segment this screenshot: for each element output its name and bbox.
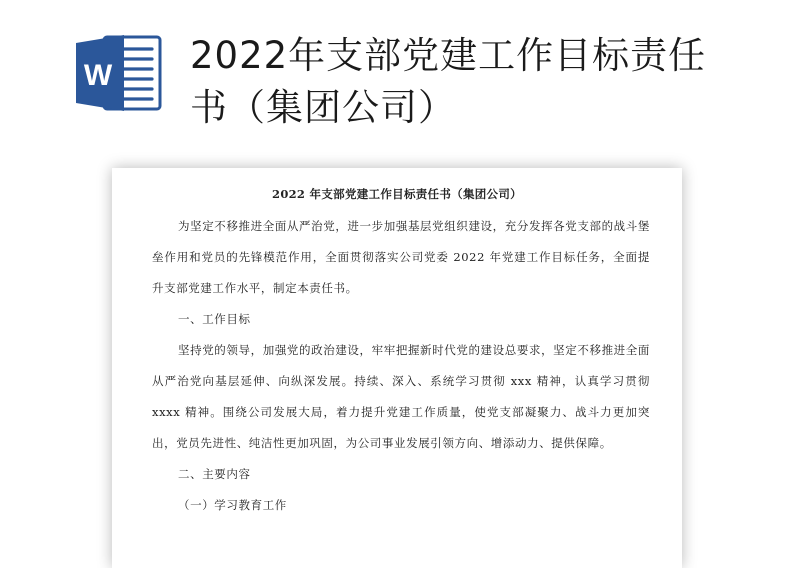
word-doc-icon	[74, 33, 164, 113]
logo-letter: W	[83, 59, 113, 92]
intro-paragraph: 为坚定不移推进全面从严治党，进一步加强基层党组织建设，充分发挥各党支部的战斗堡垒作用和党员的先锋模范作用，全面贯彻落实公司党委 2022 年党建工作目标任务，全面提升支部党建工作水平，制定本责任书。	[152, 219, 650, 295]
section-heading-content: 二、主要内容	[178, 467, 251, 481]
page-title: 2022年支部党建工作目标责任书（集团公司）	[190, 34, 707, 129]
section-heading-goals: 一、工作目标	[178, 312, 251, 326]
document-heading: 2022 年支部党建工作目标责任书（集团公司）	[272, 187, 522, 201]
header	[0, 0, 800, 160]
subsection-heading-study: （一）学习教育工作	[178, 498, 287, 512]
document-page	[112, 168, 682, 568]
goals-paragraph: 坚持党的领导，加强党的政治建设，牢牢把握新时代党的建设总要求，坚定不移推进全面从严治党向基层延伸、向纵深发展。持续、深入、系统学习贯彻 xxx 精神，认真学习贯彻 xxxx 精神。围绕公司发展大局，着力提升党建工作质量，使党支部凝聚力、战斗力更加突出，党员先进性、纯洁性更加巩固，为公司事业发展引领方向、增添动力、提供保障。	[152, 343, 650, 450]
